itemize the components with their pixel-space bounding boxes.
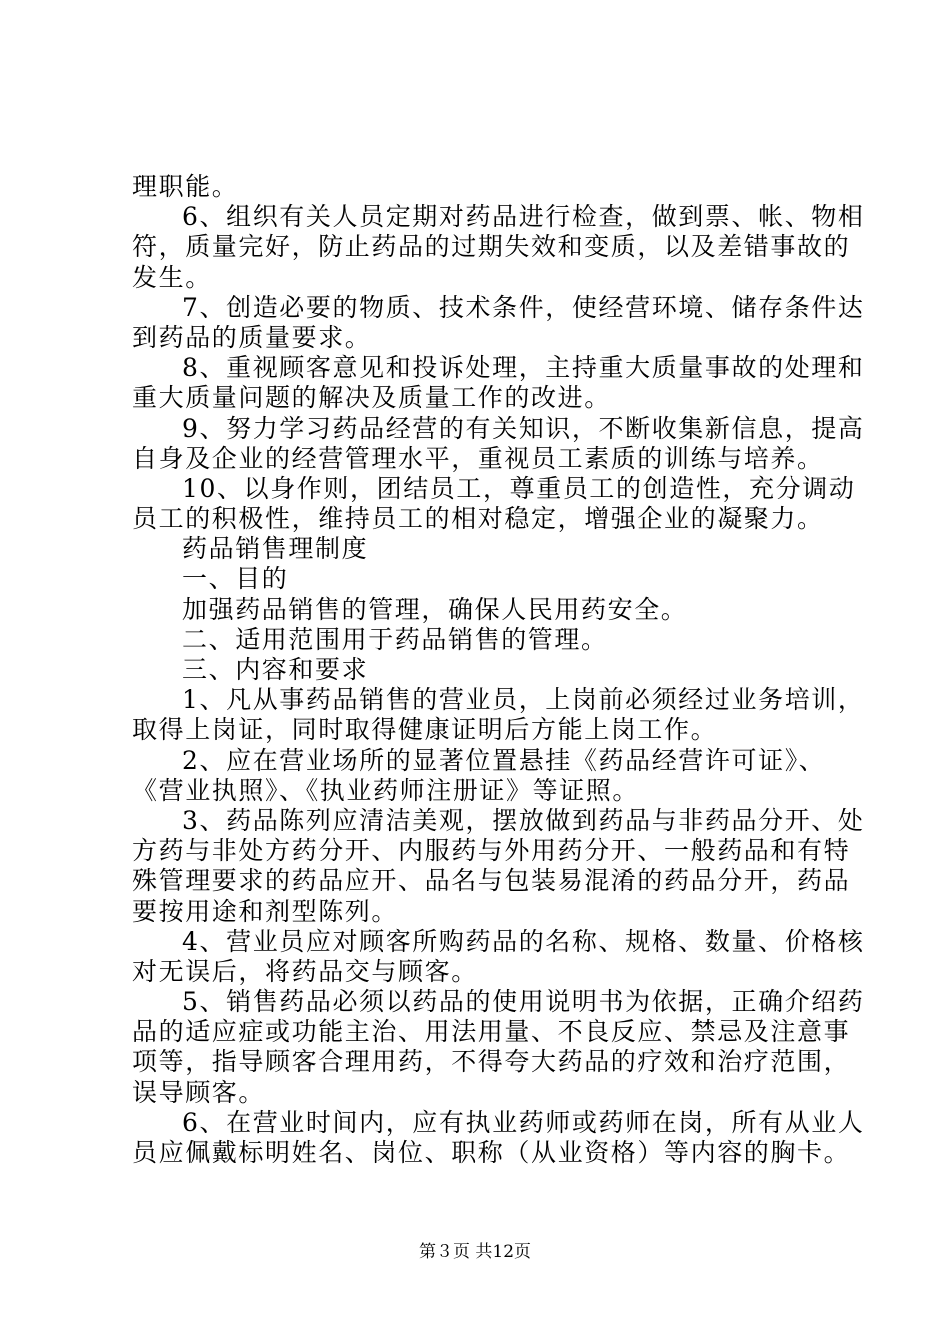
text-line: 《营业执照》、《执业药师注册证》等证照。 [132,775,640,805]
text-line: 取得上岗证，同时取得健康证明后方能上岗工作。 [132,715,718,745]
text-line: 4、营业员应对顾客所购药品的名称、规格、数量、价格核 [182,926,865,956]
text-line: 一、目的 [182,564,289,594]
text-line: 误导顾客。 [132,1077,266,1107]
text-line: 自身及企业的经营管理水平，重视员工素质的训练与培养。 [132,443,824,473]
page-footer [0,1241,950,1263]
text-line: 方药与非处方药分开、内服药与外用药分开、一般药品和有特 [132,836,851,866]
text-line: 项等，指导顾客合理用药，不得夸大药品的疗效和治疗范围， [132,1047,851,1077]
text-line: 殊管理要求的药品应开、品名与包装易混淆的药品分开，药品 [132,866,851,896]
text-line: 9、努力学习药品经营的有关知识，不断收集新信息，提高 [182,413,865,443]
text-line: 1、凡从事药品销售的营业员，上岗前必须经过业务培训， [182,685,865,715]
text-line: 6、在营业时间内，应有执业药师或药师在岗，所有从业人 [182,1107,865,1137]
text-line: 6、组织有关人员定期对药品进行检查，做到票、帐、物相 [182,202,865,232]
text-line: 二、适用范围用于药品销售的管理。 [182,624,608,654]
text-line: 发生。 [132,262,212,292]
text-line: 7、创造必要的物质、技术条件，使经营环境、储存条件达 [182,292,865,322]
text-line: 加强药品销售的管理，确保人民用药安全。 [182,594,688,624]
text-line: 三、内容和要求 [182,655,369,684]
text-line: 5、销售药品必须以药品的使用说明书为依据，正确介绍药 [182,987,865,1017]
text-line: 符，质量完好，防止药品的过期失效和变质，以及差错事故的 [132,232,851,262]
page-number-label: 第３页 共12页 [418,1242,532,1262]
text-line: 重大质量问题的解决及质量工作的改进。 [132,383,611,413]
text-line: 药品销售理制度 [182,534,369,564]
text-line: 理职能。 [132,172,239,201]
text-line: 要按用途和剂型陈列。 [132,896,399,926]
text-line: 3、药品陈列应清洁美观，摆放做到药品与非药品分开、处 [182,805,865,835]
document-body [132,172,865,1168]
text-line: 8、重视顾客意见和投诉处理，主持重大质量事故的处理和 [182,353,865,383]
text-line: 对无误后，将药品交与顾客。 [132,956,478,986]
text-line: 2、应在营业场所的显著位置悬挂《药品经营许可证》、 [182,745,826,775]
text-line: 员工的积极性，维持员工的相对稳定，增强企业的凝聚力。 [132,504,824,534]
text-line: 到药品的质量要求。 [132,322,372,352]
text-line: 员应佩戴标明姓名、岗位、职称（从业资格）等内容的胸卡。 [132,1138,851,1167]
text-line: 品的适应症或功能主治、用法用量、不良反应、禁忌及注意事 [132,1017,851,1047]
text-line: 10、以身作则，团结员工，尊重员工的创造性，充分调动 [182,473,856,503]
